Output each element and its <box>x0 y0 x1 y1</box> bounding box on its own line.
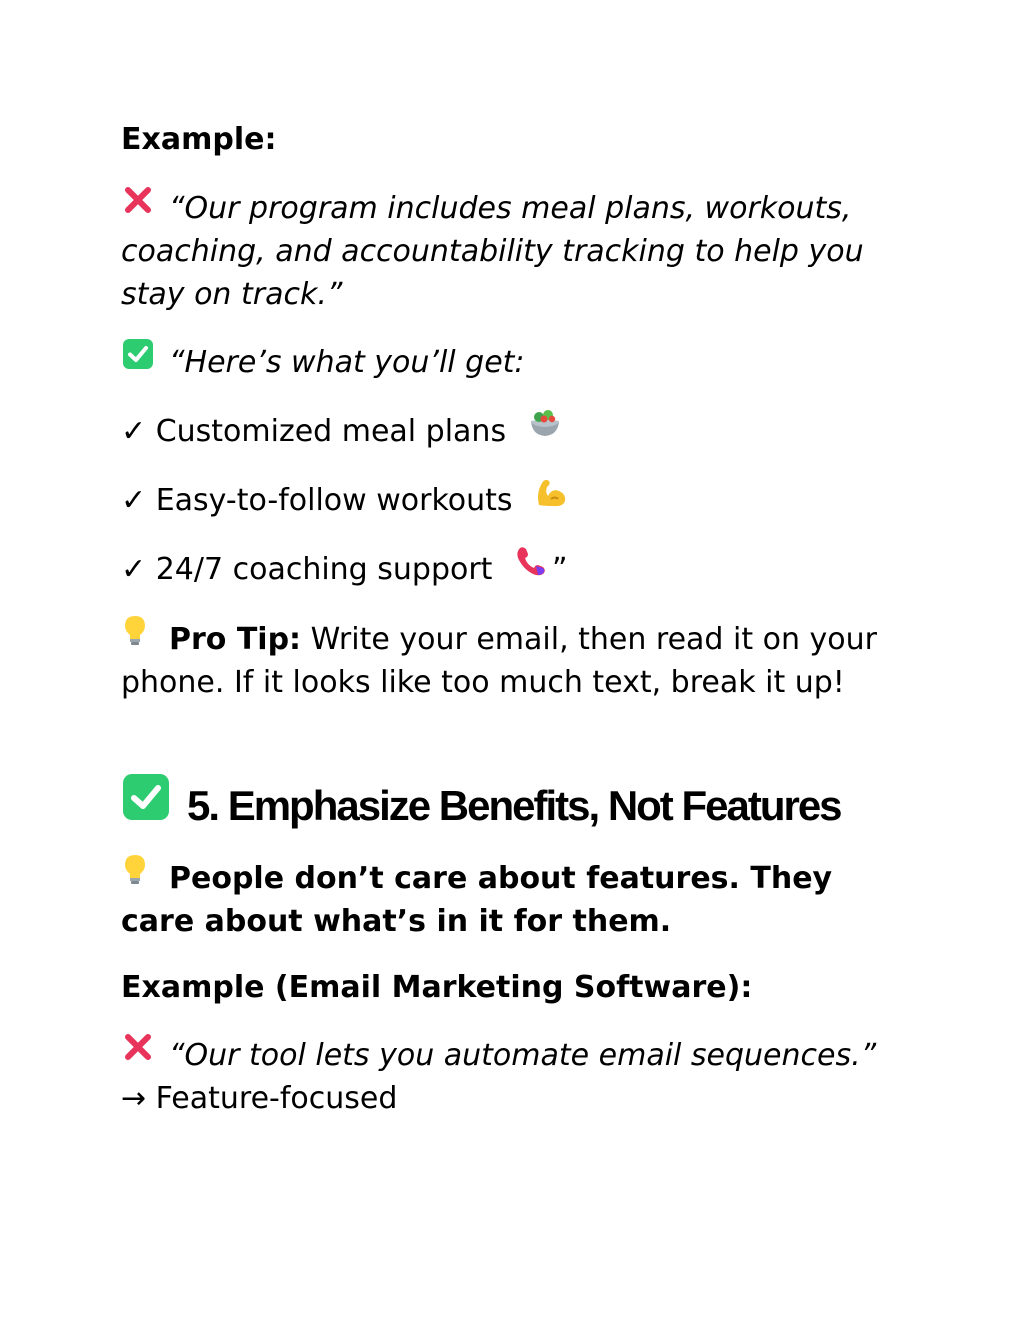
pro-tip-text-2: phone. If it looks like too much text, break it up! <box>121 665 845 700</box>
checkmark: ✓ <box>121 552 147 587</box>
example-label: Example: <box>121 122 277 157</box>
section-heading <box>121 776 841 842</box>
section-bad-example-quote: “Our tool lets you automate email sequences.” <box>169 1038 877 1073</box>
section-tip-line-1 <box>121 856 832 903</box>
check-box-icon <box>121 772 171 838</box>
checkmark: ✓ <box>121 483 147 518</box>
light-bulb-icon <box>121 614 149 661</box>
good-example-intro <box>121 340 525 387</box>
pro-tip-text-1: Write your email, then read it on your <box>301 622 878 657</box>
pro-tip-label: Pro Tip: <box>169 622 302 657</box>
benefit-item-text: 24/7 coaching support <box>155 552 493 587</box>
bad-example-line-1 <box>121 186 851 233</box>
benefit-item <box>121 478 568 525</box>
checkmark: ✓ <box>121 414 147 449</box>
bad-example-text-1: “Our program includes meal plans, workouts, <box>169 191 852 226</box>
benefit-item-text: Customized meal plans <box>155 414 507 449</box>
telephone-icon <box>514 544 548 591</box>
cross-mark-icon <box>121 1030 155 1077</box>
bad-example-text-2: coaching, and accountability tracking to help you <box>121 234 864 269</box>
section-title: 5. Emphasize Benefits, Not Features <box>187 782 841 830</box>
benefit-item <box>121 409 562 456</box>
section-example-label: Example (Email Marketing Software): <box>121 970 753 1005</box>
benefit-item-text: Easy-to-follow workouts <box>155 483 513 518</box>
section-bad-example <box>121 1033 876 1080</box>
section-tip-text-2: care about what’s in it for them. <box>121 904 672 939</box>
bad-example-text-3: stay on track.” <box>121 277 343 312</box>
section-bad-example-note <box>121 1077 397 1121</box>
section-bad-example-note-text: Feature-focused <box>146 1081 398 1116</box>
pro-tip-line-1 <box>121 617 877 664</box>
check-box-icon <box>121 337 155 384</box>
flexed-biceps-icon <box>534 475 568 522</box>
good-example-intro-text: “Here’s what you’ll get: <box>169 345 525 380</box>
salad-bowl-icon <box>528 406 562 453</box>
cross-mark-icon <box>121 183 155 230</box>
closing-quote: ” <box>552 552 568 587</box>
benefit-item <box>121 547 568 594</box>
light-bulb-icon <box>121 853 149 900</box>
section-tip-text-1: People don’t care about features. They <box>169 861 833 896</box>
arrow-icon: → <box>121 1081 147 1116</box>
